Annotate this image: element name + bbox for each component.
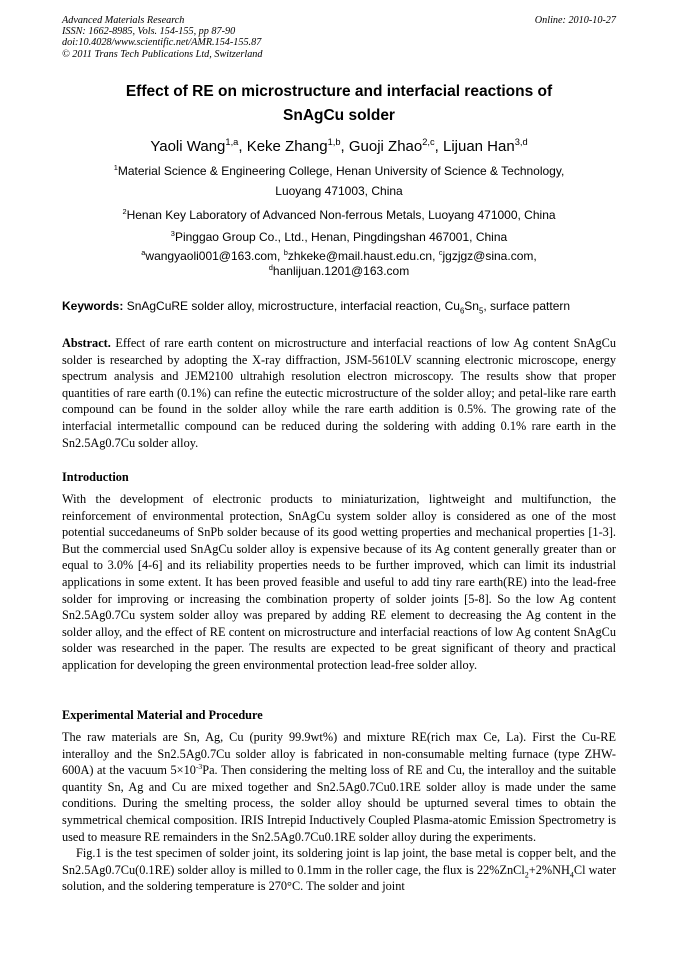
introduction-heading: Introduction [62, 470, 129, 484]
online-date: Online: 2010-10-27 [534, 15, 616, 26]
affiliation-1: $^1$Material Science & Engineering College, Henan University of Science & Technology, Luoyang 471003, China [113, 163, 565, 198]
doi-line: doi:10.4028/www.scientific.net/AMR.154-155.87 [62, 37, 262, 49]
title-line-1: Effect of RE on microstructure and interfacial reactions of [125, 83, 553, 100]
copyright-line: © 2011 Trans Tech Publications Ltd, Switzerland [62, 48, 263, 60]
journal-header [62, 15, 262, 60]
introduction-text: With the development of electronic products to miniaturization, lightweight and multifunction, the reinforcement of environmental protection, SnAgCu system solder alloy is considered as one of the most potential succedaneums of SnPb solder because of its good wetting properties and mechanical properties [1-3]. But the commercial used SnAgCu solder alloy is expensive because of its Ag content generally greater than or equal to 3.0% [4-6] and its reliability properties needs to be further improved, which can limit its industrial applications in some extent. It has been proved feasible and useful to add tiny rare earth(RE) into the lead-free solder for improving or increasing the combination property of solder joints [5-8]. So the low Ag content Sn2.5Ag0.7Cu system solder alloy was prepared by adding RE element to decreasing the Ag content in the solder alloy, and the effect of RE content on microstructure and interfacial reactions of low Ag content SnAgCu solder was researched in the paper. The results are expected to be great significant of theory and practical application for developing the green environmental protection lead-free solder alloy. [62, 492, 616, 672]
author-list [62, 137, 616, 157]
email-list: $^a$wangyaoli001@163.com, $^b$zhkeke@mail.haust.edu.cn, $^c$jgzjgz@sina.com, $^d$hanlijuan.1201@163.com [141, 248, 537, 278]
email-c[interactable]: jgzjgz@sina.com, [442, 249, 537, 263]
paper-title [62, 80, 616, 128]
keywords: Keywords: SnAgCuRE solder alloy, microstructure, interfacial reaction, $Cu_6Sn_5$, surface pattern [62, 299, 571, 316]
author-3: Guoji Zhao$^{2,c}$, [348, 137, 443, 155]
email-b[interactable]: zhkeke@mail.haust.edu.cn, [287, 249, 439, 263]
abstract [62, 335, 616, 451]
affiliation-3: $^3$Pinggao Group Co., Ltd., Henan, Pingdingshan 467001, China [170, 229, 508, 244]
keywords-label: Keywords: [62, 299, 124, 313]
email-d[interactable]: hanlijuan.1201@163.com [272, 264, 410, 278]
title-line-2: SnAgCu solder [283, 107, 395, 124]
abstract-label: Abstract. [62, 336, 111, 350]
abstract-text: Effect of rare earth content on microstructure and interfacial reactions of low Ag content SnAgCu solder is researched by adopting the X-ray diffraction, JSM-5610LV scanning electronic microscope, energy spectrum analysis and JEM2100 ultrahigh resolution electron microscopy. The results show that proper quantities of rare earth (0.1%) can refine the eutectic microstructure of the solder alloy; and petal-like rare earth compound can be found in the solder alloy while the rare earth addition is 0.5%. The growing rate of the interfacial intermetallic compound can be reduced during the soldering with adding 0.1% rare earth in the Sn2.5Ag0.7Cu solder alloy. [62, 336, 616, 450]
issn-line: ISSN: 1662-8985, Vols. 154-155, pp 87-90 [62, 26, 236, 38]
journal-name: Advanced Materials Research [62, 15, 185, 26]
affiliation-2: $^2$Henan Key Laboratory of Advanced Non-ferrous Metals, Luoyang 471000, China [122, 207, 556, 222]
experimental-text [62, 729, 616, 895]
author-1: Yaoli Wang$^{1,a}$, [150, 137, 247, 155]
experimental-heading: Experimental Material and Procedure [62, 708, 263, 722]
author-2: Keke Zhang$^{1,b}$, [246, 137, 349, 155]
email-a[interactable]: wangyaoli001@163.com, [145, 249, 284, 263]
experimental-paragraph-1: The raw materials are Sn, Ag, Cu (purity 99.9wt%) and mixture RE(rich max Ce, La). First the Cu-RE interalloy and the Sn2.5Ag0.7Cu solder alloy is fabricated in non-consumable melting furnace (type ZHW-600A) at the vacuum $5\times 10^{-3}Pa$. Then considering the melting loss of RE and Cu, the interalloy and the suitable quantity Sn, Ag and Cu are mixed together and Sn2.5Ag0.7Cu0.1RE solder alloy is made under the same conditions. During the smelting process, the solder alloy should be upturned several times to obtain the symmetrical chemical composition. IRIS Intrepid Inductively Coupled Plasma-atomic Emission Spectrometry is used to measure RE remainders in the Sn2.5Ag0.7Cu0.1RE solder alloy during the experiments. [62, 730, 616, 844]
experimental-paragraph-2: Fig.1 is the test specimen of solder joint, its soldering joint is lap joint, the base metal is copper belt, and the Sn2.5Ag0.7Cu(0.1RE) solder alloy is milled to 0.1mm in the roller cage, the flux is $22\%ZnCl_2+2\%NH_4Cl$ water solution, and the soldering temperature is 270°C. The solder and joint [62, 846, 616, 894]
author-4: Lijuan Han$^{3,d}$ [442, 137, 528, 155]
